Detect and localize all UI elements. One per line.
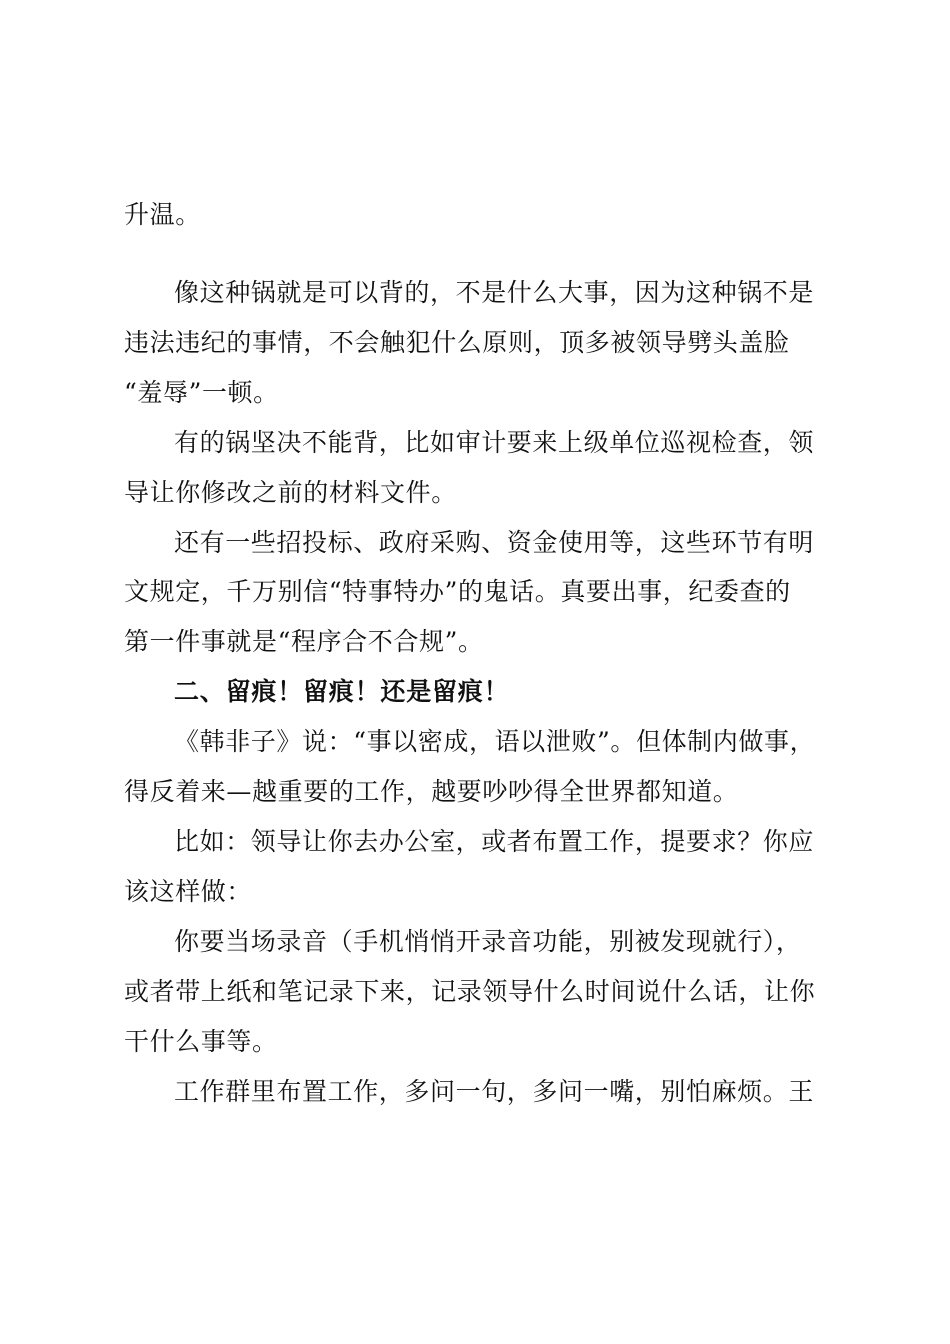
text-line: “羞辱”一顿。 [124, 378, 279, 407]
section-heading: 二、留痕！留痕！还是留痕！ [174, 677, 510, 706]
text-line: 干什么事等。 [124, 1027, 278, 1056]
text-line: 升温。 [124, 200, 201, 229]
paragraph-line: 工作群里布置工作，多问一句，多问一嘴，别怕麻烦。王 [174, 1077, 815, 1106]
text-line: 第一件事就是“程序合不合规”。 [124, 627, 484, 656]
paragraph-line: 还有一些招投标、政府采购、资金使用等，这些环节有明 [174, 528, 815, 557]
text-line: 文规定，千万别信“特事特办”的鬼话。真要出事，纪委查的 [124, 577, 791, 606]
paragraph-line: 你要当场录音（手机悄悄开录音功能，别被发现就行）， [174, 927, 802, 956]
text-line: 得反着来—越重要的工作，越要吵吵得全世界都知道。 [124, 777, 739, 806]
paragraph-line: 《韩非子》说：“事以密成，语以泄败”。但体制内做事， [174, 727, 816, 756]
text-line: 违法违纪的事情，不会触犯什么原则，顶多被领导劈头盖脸 [124, 328, 790, 357]
paragraph-line: 有的锅坚决不能背，比如审计要来上级单位巡视检查，领 [174, 428, 815, 457]
paragraph-line: 比如：领导让你去办公室，或者布置工作，提要求？你应 [174, 827, 815, 856]
text-line: 或者带上纸和笔记录下来，记录领导什么时间说什么话，让你 [124, 977, 816, 1006]
text-line: 该这样做： [124, 877, 253, 906]
paragraph-line: 像这种锅就是可以背的，不是什么大事，因为这种锅不是 [174, 278, 815, 307]
text-line: 导让你修改之前的材料文件。 [124, 478, 457, 507]
